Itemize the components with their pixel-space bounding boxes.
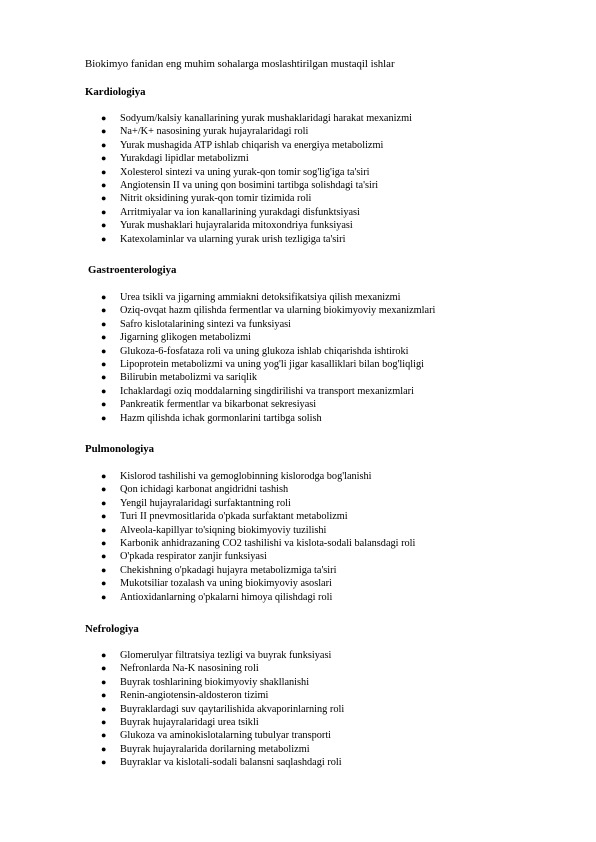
list-item <box>0 729 344 742</box>
section-heading-nefrologiya: Nefrologiya <box>85 623 139 635</box>
list-item-text: Glukoza va aminokislotalarning tubulyar transporti <box>120 730 332 742</box>
list-item-text: Karbonik anhidrazaning CO2 tashilishi va kislota-sodali balansdagi roli <box>120 537 416 549</box>
bullet-icon: ● <box>101 716 107 727</box>
bullet-icon: ● <box>101 703 107 714</box>
list-item <box>0 139 412 152</box>
list-item-text: Turi II pnevmositlarida o'pkada surfaktant metabolizmi <box>120 511 348 523</box>
list-item-text: Safro kislotalarining sintezi va funksiyasi <box>120 318 292 330</box>
list-item <box>0 743 344 756</box>
list-item <box>0 331 435 344</box>
bullet-icon: ● <box>101 690 107 701</box>
bullet-icon: ● <box>101 179 107 190</box>
bullet-icon: ● <box>101 206 107 217</box>
section-list-nefrologiya <box>0 649 344 770</box>
bullet-icon: ● <box>101 757 107 768</box>
bullet-icon: ● <box>101 511 107 522</box>
list-item-text: Bilirubin metabolizmi va sariqlik <box>120 372 257 384</box>
bullet-icon: ● <box>101 650 107 660</box>
bullet-icon: ● <box>101 730 107 741</box>
list-item-text: Angiotensin II va uning qon bosimini tartibga solishdagi ta'siri <box>120 179 379 191</box>
list-item <box>0 192 412 205</box>
bullet-icon: ● <box>101 537 107 548</box>
section-list-gastroenterologiya <box>0 291 435 425</box>
section-list-pulmonologiya <box>0 470 415 604</box>
list-item <box>0 703 344 716</box>
list-item-text: Alveola-kapillyar to'siqning biokimyoviy tuzilishi <box>120 524 327 536</box>
list-item-text: Ichaklardagi oziq moddalarning singdirilishi va transport mexanizmlari <box>120 385 414 397</box>
list-item-text: Nitrit oksidining yurak-qon tomir tizimida roli <box>120 193 312 205</box>
section-heading-pulmonologiya: Pulmonologiya <box>85 443 154 455</box>
bullet-icon: ● <box>101 139 107 150</box>
list-item-text: Oziq-ovqat hazm qilishda fermentlar va ularning biokimyoviy mexanizmlari <box>120 305 436 317</box>
bullet-icon: ● <box>101 591 107 602</box>
list-item-text: Lipoprotein metabolizmi va uning yog'li jigar kasalliklari bilan bog'liqligi <box>120 358 424 370</box>
list-item <box>0 591 415 604</box>
list-item <box>0 716 344 729</box>
list-item <box>0 497 415 510</box>
bullet-icon: ● <box>101 358 107 369</box>
list-item-text: Mukotsiliar tozalash va uning biokimyoviy asoslari <box>120 578 332 590</box>
list-item-text: Buyraklardagi suv qaytarilishida akvaporinlarning roli <box>120 703 345 715</box>
bullet-icon: ● <box>101 412 107 423</box>
list-item <box>0 756 344 769</box>
list-item <box>0 524 415 537</box>
list-item <box>0 577 415 590</box>
list-item <box>0 537 415 550</box>
bullet-icon: ● <box>101 318 107 329</box>
list-item-text: Antioxidanlarning o'pkalarni himoya qilishdagi roli <box>120 591 333 603</box>
bullet-icon: ● <box>101 305 107 316</box>
list-item-text: O'pkada respirator zanjir funksiyasi <box>120 551 267 563</box>
bullet-icon: ● <box>101 471 107 481</box>
list-item-text: Nefronlarda Na-K nasosining roli <box>120 663 259 675</box>
list-item-text: Yengil hujayralaridagi surfaktantning roli <box>120 497 291 509</box>
list-item-text: Hazm qilishda ichak gormonlarini tartibga solish <box>120 412 322 424</box>
list-item <box>0 371 435 384</box>
bullet-icon: ● <box>101 372 107 383</box>
list-item-text: Na+/K+ nasosining yurak hujayralaridagi roli <box>120 126 309 138</box>
bullet-icon: ● <box>101 233 107 244</box>
list-item <box>0 152 412 165</box>
list-item-text: Buyraklar va kislotali-sodali balansni saqlashdagi roli <box>120 757 342 769</box>
list-item <box>0 564 415 577</box>
bullet-icon: ● <box>101 332 107 343</box>
list-item <box>0 318 435 331</box>
list-item-text: Yurak mushagida ATP ishlab chiqarish va energiya metabolizmi <box>120 139 384 151</box>
list-item-text: Buyrak hujayralarida dorilarning metabolizmi <box>120 743 310 755</box>
bullet-icon: ● <box>101 113 107 123</box>
list-item-text: Buyrak hujayralaridagi urea tsikli <box>120 716 259 728</box>
bullet-icon: ● <box>101 126 107 137</box>
bullet-icon: ● <box>101 676 107 687</box>
list-item <box>0 125 412 138</box>
section-list-kardiologiya <box>0 112 412 246</box>
list-item <box>0 385 435 398</box>
bullet-icon: ● <box>101 399 107 410</box>
list-item <box>0 412 435 425</box>
list-item <box>0 398 435 411</box>
list-item-text: Glomerulyar filtratsiya tezligi va buyrak funksiyasi <box>120 650 332 661</box>
bullet-icon: ● <box>101 292 107 302</box>
list-item <box>0 662 344 675</box>
list-item <box>0 483 415 496</box>
list-item-text: Yurak mushaklari hujayralarida mitoxondriya funksiyasi <box>120 220 353 232</box>
list-item <box>0 510 415 523</box>
bullet-icon: ● <box>101 385 107 396</box>
list-item <box>0 206 412 219</box>
bullet-icon: ● <box>101 743 107 754</box>
list-item-text: Chekishning o'pkadagi hujayra metabolizmiga ta'siri <box>120 564 337 576</box>
list-item-text: Sodyum/kalsiy kanallarining yurak mushaklaridagi harakat mexanizmi <box>120 113 412 124</box>
list-item <box>0 470 415 483</box>
bullet-icon: ● <box>101 497 107 508</box>
document-title: Biokimyo fanidan eng muhim sohalarga moslashtirilgan mustaqil ishlar <box>85 58 395 70</box>
list-item-text: Pankreatik fermentlar va bikarbonat sekresiyasi <box>120 399 317 411</box>
bullet-icon: ● <box>101 564 107 575</box>
list-item-text: Xolesterol sintezi va uning yurak-qon tomir sog'lig'iga ta'siri <box>120 166 370 178</box>
bullet-icon: ● <box>101 193 107 204</box>
section-heading-gastroenterologiya: Gastroenterologiya <box>88 264 177 276</box>
list-item-text: Renin-angiotensin-aldosteron tizimi <box>120 690 269 702</box>
list-item-text: Qon ichidagi karbonat angidridni tashish <box>120 484 289 496</box>
bullet-icon: ● <box>101 484 107 495</box>
list-item-text: Urea tsikli va jigarning ammiakni detoksifikatsiya qilish mexanizmi <box>120 292 401 303</box>
list-item <box>0 550 415 563</box>
list-item-text: Yurakdagi lipidlar metabolizmi <box>120 153 249 165</box>
list-item <box>0 676 344 689</box>
bullet-icon: ● <box>101 345 107 356</box>
list-item <box>0 345 435 358</box>
bullet-icon: ● <box>101 524 107 535</box>
list-item <box>0 179 412 192</box>
list-item <box>0 649 344 662</box>
list-item <box>0 304 435 317</box>
bullet-icon: ● <box>101 663 107 674</box>
list-item <box>0 358 435 371</box>
list-item-text: Buyrak toshlarining biokimyoviy shakllanishi <box>120 676 310 688</box>
section-heading-kardiologiya: Kardiologiya <box>85 86 146 98</box>
list-item <box>0 291 435 304</box>
list-item <box>0 233 412 246</box>
bullet-icon: ● <box>101 153 107 164</box>
bullet-icon: ● <box>101 166 107 177</box>
list-item-text: Kislorod tashilishi va gemoglobinning kislorodga bog'lanishi <box>120 471 372 482</box>
bullet-icon: ● <box>101 220 107 231</box>
bullet-icon: ● <box>101 551 107 562</box>
list-item-text: Katexolaminlar va ularning yurak urish tezligiga ta'siri <box>120 233 346 245</box>
list-item <box>0 112 412 125</box>
list-item-text: Jigarning glikogen metabolizmi <box>120 332 251 344</box>
bullet-icon: ● <box>101 578 107 589</box>
list-item-text: Arritmiyalar va ion kanallarining yurakdagi disfunktsiyasi <box>120 206 360 218</box>
list-item <box>0 166 412 179</box>
list-item <box>0 219 412 232</box>
list-item <box>0 689 344 702</box>
list-item-text: Glukoza-6-fosfataza roli va uning glukoza ishlab chiqarishda ishtiroki <box>120 345 409 357</box>
